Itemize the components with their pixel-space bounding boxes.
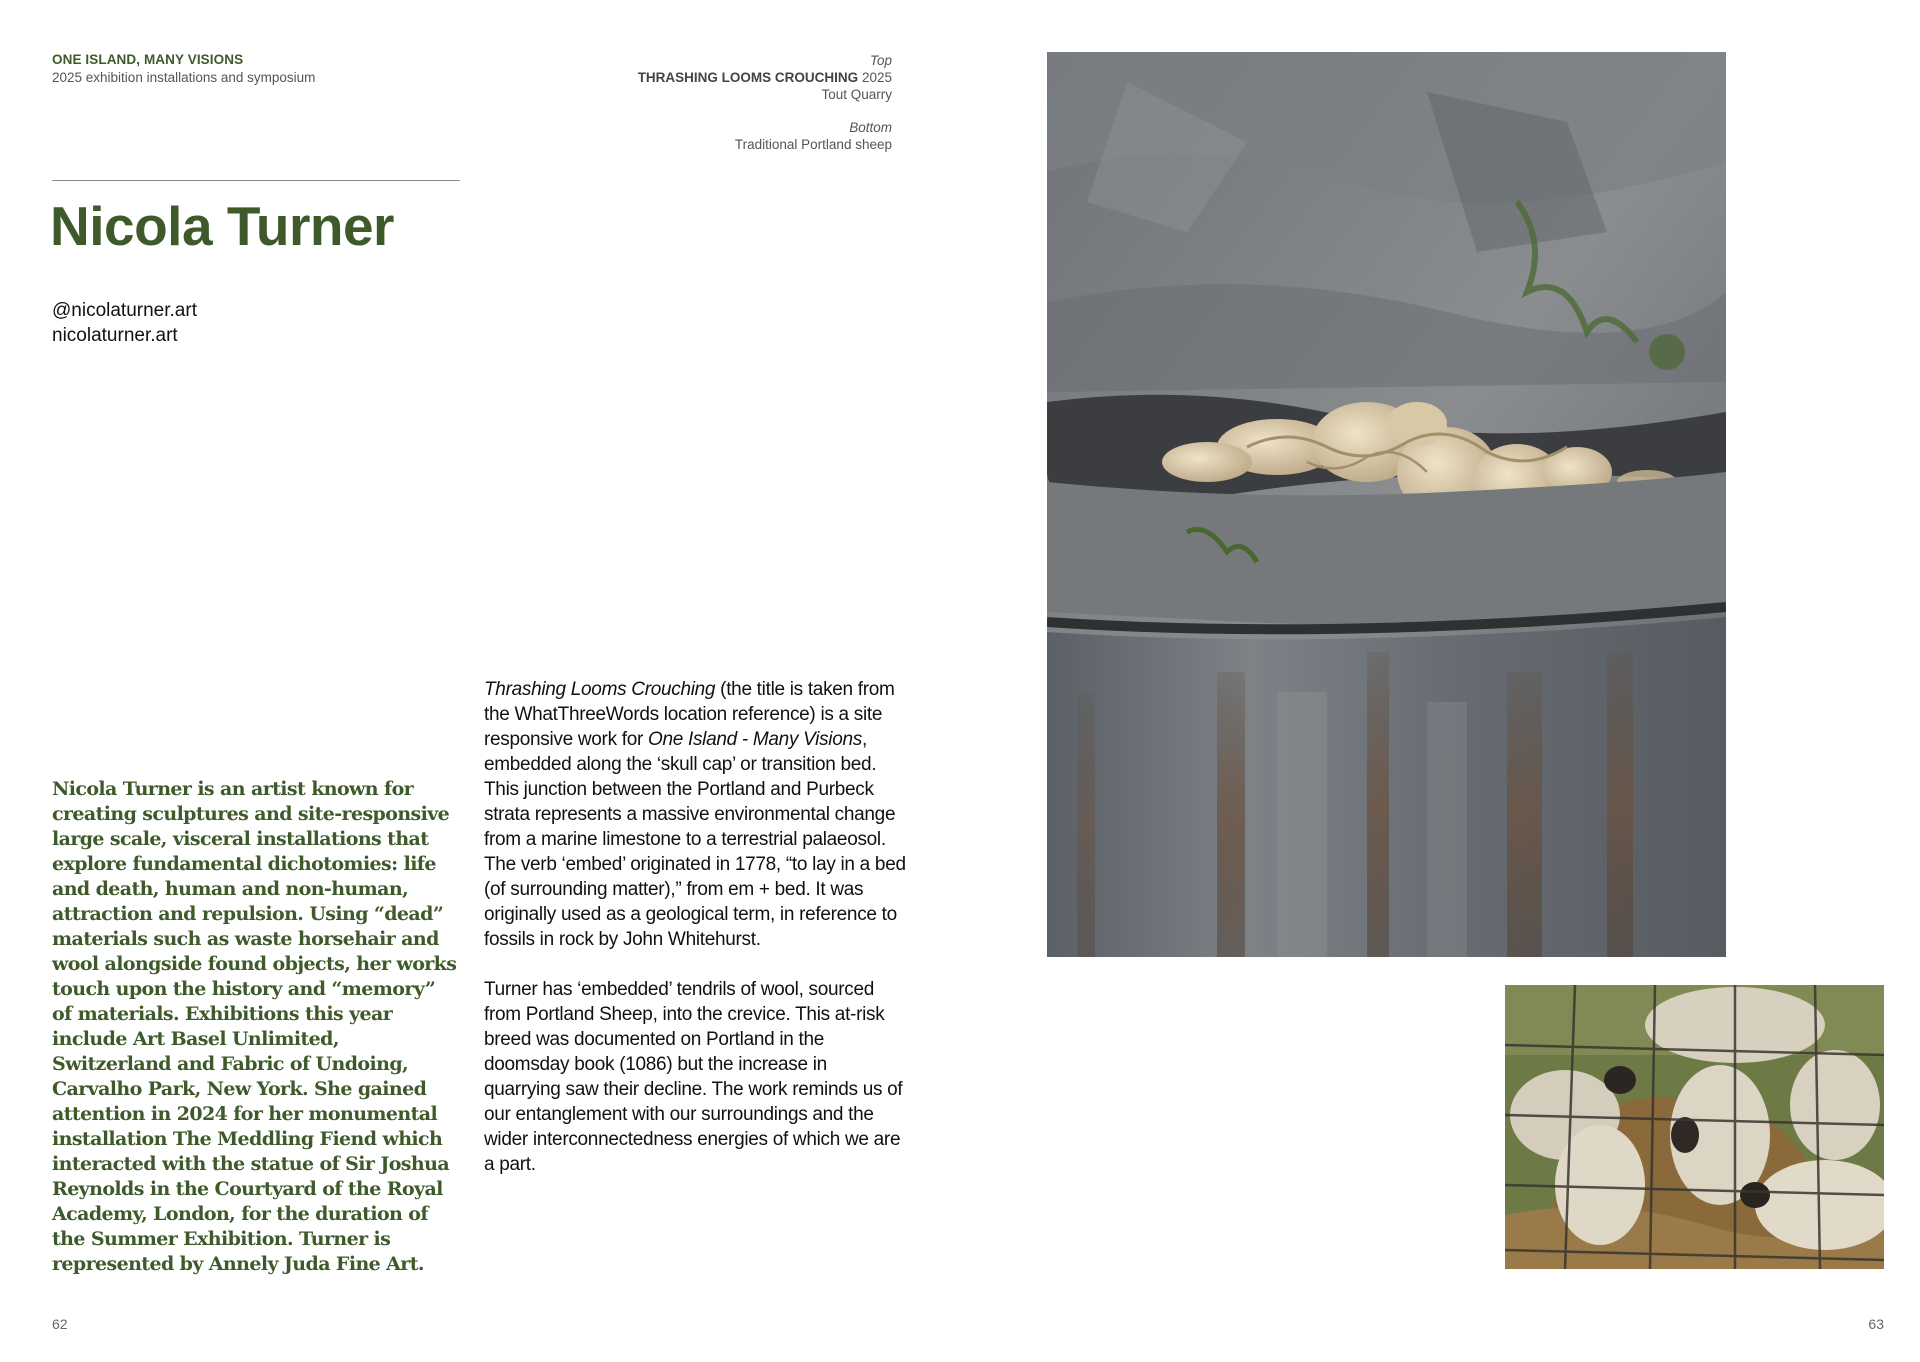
caption-top-title: THRASHING LOOMS CROUCHING	[637, 70, 859, 85]
caption-top-label: Top	[869, 53, 892, 68]
caption-top	[638, 52, 892, 103]
page-number-left: 62	[52, 1316, 68, 1332]
work-title: Thrashing Looms Crouching	[484, 679, 716, 700]
exhibition-title: One Island - Many Visions	[648, 729, 862, 750]
artist-name: Nicola Turner	[50, 195, 394, 257]
page-number-right: 63	[1868, 1316, 1884, 1332]
series-subtitle: 2025 exhibition installations and symposium	[52, 70, 316, 85]
caption-top-location: Tout Quarry	[821, 87, 892, 102]
caption-bottom-text: Traditional Portland sheep	[734, 137, 892, 152]
website-link[interactable]: nicolaturner.art	[52, 325, 178, 346]
title-rule	[52, 180, 460, 181]
artist-bio: Nicola Turner is an artist known for creating sculptures and site-responsive large scale, visceral installations that explore fundamental dichotomies: life and death, human and non-human, attraction and repulsion. Using “dead” materials such as waste horsehair and wool alongside found objects, her works touch upon the history and “memory” of materials. Exhibitions this year include Art Basel Unlimited, Switzerland and Fabric of Undoing, Carvalho Park, New York. She gained attention in 2024 for her monumental installation The Meddling Fiend which interacted with the statue of Sir Joshua Reynolds in the Courtyard of the Royal Academy, London, for the duration of the Summer Exhibition. Turner is represented by Annely Juda Fine Art.	[52, 778, 457, 1275]
caption-top-title-line	[638, 69, 892, 86]
caption-top-year: 2025	[861, 70, 892, 85]
body-text	[484, 677, 906, 1202]
artist-links	[52, 298, 197, 348]
installation-photo	[1047, 52, 1726, 957]
caption-bottom	[735, 119, 892, 153]
instagram-handle[interactable]: @nicolaturner.art	[52, 300, 197, 321]
caption-bottom-label: Bottom	[849, 120, 892, 135]
sheep-photo	[1505, 985, 1884, 1269]
body-paragraph-2: Turner has ‘embedded’ tendrils of wool, sourced from Portland Sheep, into the crevice. This at-risk breed was documented on Portland in the doomsday book (1086) but the increase in quarrying saw their decline. The work reminds us of our entanglement with our surroundings and the wider interconnectedness energies of which we are a part.	[484, 979, 903, 1175]
body-paragraph-1: Thrashing Looms Crouching (the title is taken from the WhatThreeWords location reference) is a site responsive work for One Island - Many Visions, embedded along the ‘skull cap’ or transition bed. This junction between the Portland and Purbeck strata represents a massive environmental change from a marine limestone to a terrestrial palaeosol. The verb ‘embed’ originated in 1778, “to lay in a bed (of surrounding matter),” from em + bed. It was originally used as a geological term, in reference to fossils in rock by John Whitehurst.	[484, 679, 906, 950]
series-title: ONE ISLAND, MANY VISIONS	[52, 52, 244, 67]
